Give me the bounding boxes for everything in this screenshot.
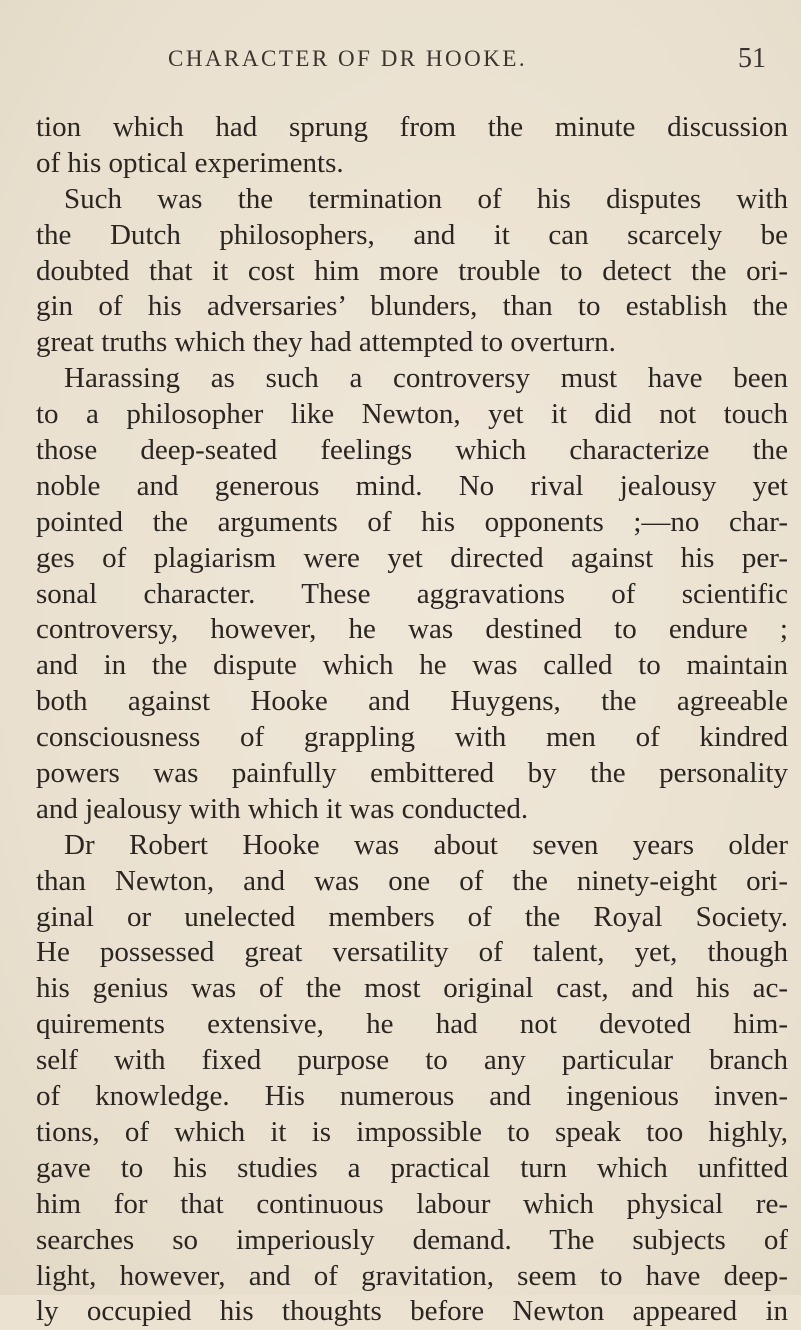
text-line: He possessed great versatility of talent, yet, though [36, 936, 788, 969]
text-line: of knowledge. His numerous and ingenious inven- [36, 1080, 788, 1113]
text-line: controversy, however, he was destined to endure ; [36, 613, 788, 646]
text-line: great truths which they had attempted to overturn. [36, 326, 616, 359]
text-line: him for that continuous labour which physical re- [36, 1187, 788, 1220]
page-number: 51 [738, 43, 766, 74]
body-text [36, 110, 788, 1330]
text-line: than Newton, and was one of the ninety-eight ori- [36, 864, 788, 897]
text-line: powers was painfully embittered by the personality [36, 757, 788, 790]
text-line: gave to his studies a practical turn which unfitted [36, 1151, 788, 1184]
text-line: tions, of which it is impossible to speak too highly, [36, 1115, 788, 1148]
text-line: tion which had sprung from the minute discussion [36, 111, 788, 143]
text-line: his genius was of the most original cast, and his ac- [36, 972, 788, 1005]
text-line: sonal character. These aggravations of scientific [36, 577, 788, 610]
text-line: gin of his adversaries’ blunders, than to establish the [36, 290, 788, 323]
text-line: quirements extensive, he had not devoted him- [36, 1008, 788, 1041]
text-line: to a philosopher like Newton, yet it did not touch [36, 398, 788, 431]
text-line: doubted that it cost him more trouble to detect the ori- [36, 254, 788, 287]
text-line: those deep-seated feelings which characterize the [36, 434, 788, 467]
text-line: and jealousy with which it was conducted. [36, 792, 529, 825]
text-line: ly occupied his thoughts before Newton appeared in [36, 1295, 788, 1328]
text-line: pointed the arguments of his opponents ;—no char- [36, 505, 788, 538]
text-line: self with fixed purpose to any particular branch [36, 1044, 788, 1077]
text-line: of his optical experiments. [36, 146, 344, 179]
text-line: the Dutch philosophers, and it can scarcely be [36, 218, 788, 251]
text-line: and in the dispute which he was called to maintain [36, 649, 788, 682]
text-line: consciousness of grappling with men of kindred [36, 721, 788, 754]
running-title: CHARACTER OF DR HOOKE. [168, 46, 528, 71]
text-line: ginal or unelected members of the Royal Society. [36, 900, 788, 933]
text-line: Dr Robert Hooke was about seven years older [64, 828, 788, 861]
text-line: ges of plagiarism were yet directed against his per- [36, 541, 788, 574]
text-line: Harassing as such a controversy must have been [64, 362, 788, 395]
running-head [0, 43, 801, 86]
text-line: searches so imperiously demand. The subjects of [36, 1223, 788, 1256]
text-line: light, however, and of gravitation, seem to have deep- [36, 1259, 788, 1292]
text-line: noble and generous mind. No rival jealousy yet [36, 469, 788, 502]
text-line: Such was the termination of his disputes with [64, 182, 788, 215]
text-line: both against Hooke and Huygens, the agreeable [36, 685, 788, 718]
